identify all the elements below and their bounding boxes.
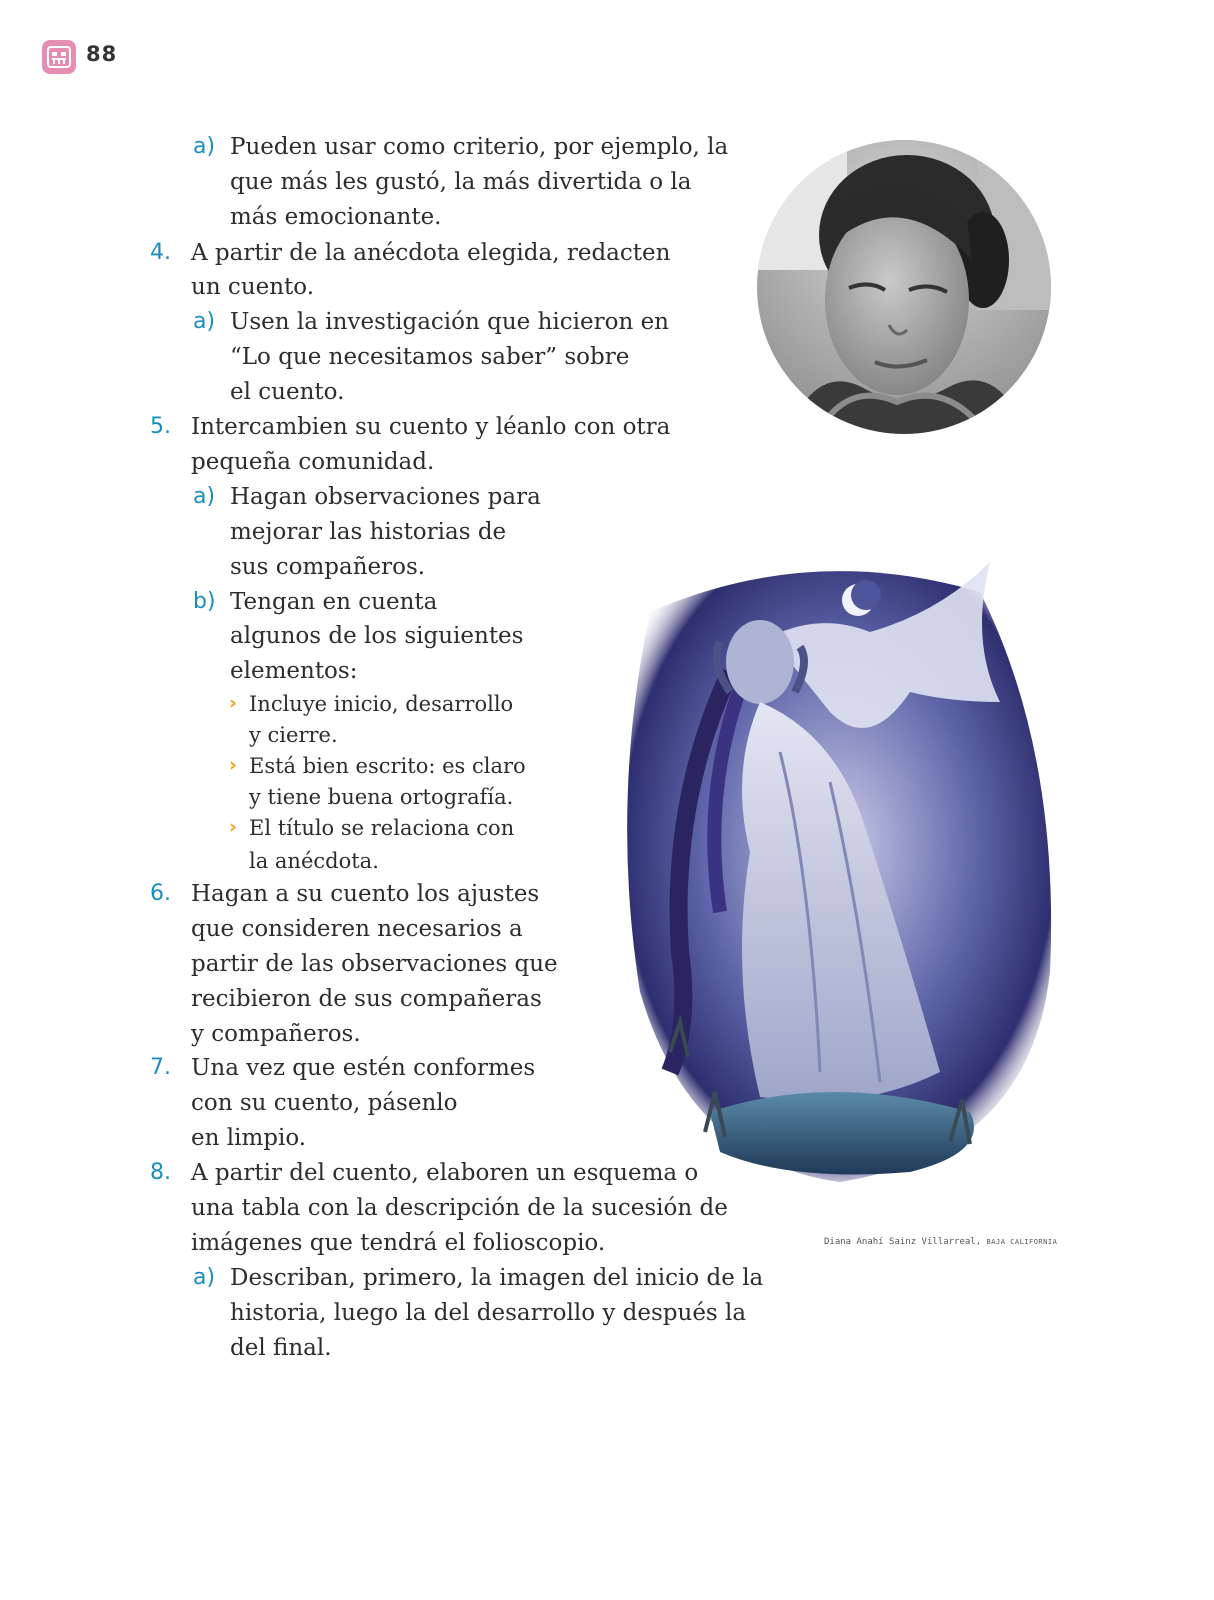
text-line: con su cuento, pásenlo <box>191 1090 458 1116</box>
text-line: Está bien escrito: es claro <box>249 754 526 778</box>
text-line: A partir de la anécdota elegida, redacten <box>191 240 671 266</box>
page-number: 88 <box>86 42 118 66</box>
student-photo <box>757 140 1051 434</box>
text-line: historia, luego la del desarrollo y después la <box>230 1300 747 1326</box>
text-line: “Lo que necesitamos saber” sobre <box>230 344 630 370</box>
text-line: en limpio. <box>191 1125 307 1151</box>
text-line: que más les gustó, la más divertida o la <box>230 169 692 195</box>
text-line: un cuento. <box>191 274 315 300</box>
text-line: sus compañeros. <box>230 554 426 580</box>
text-line: elementos: <box>230 658 358 684</box>
list-marker: a) <box>193 1265 216 1290</box>
text-line: algunos de los siguientes <box>230 623 524 649</box>
bullet-chevron-icon: › <box>229 816 237 838</box>
credit-place: BAJA CALIFORNIA <box>986 1238 1058 1246</box>
text-line: el cuento. <box>230 379 345 405</box>
list-marker: 8. <box>150 1160 171 1185</box>
text-line: A partir del cuento, elaboren un esquema o <box>191 1160 699 1186</box>
list-marker: b) <box>193 589 216 614</box>
text-line: más emocionante. <box>230 204 442 230</box>
text-line: mejorar las historias de <box>230 519 507 545</box>
text-line: del final. <box>230 1335 332 1361</box>
text-line: y cierre. <box>249 723 338 747</box>
list-marker: a) <box>193 484 216 509</box>
text-line: Tengan en cuenta <box>230 589 438 615</box>
glyph-badge-icon <box>42 40 76 74</box>
bullet-chevron-icon: › <box>229 692 237 714</box>
text-line: Incluye inicio, desarrollo <box>249 692 514 716</box>
text-line: Usen la investigación que hicieron en <box>230 309 669 335</box>
credit-name: Diana Anahí Sainz Villarreal, <box>824 1237 982 1247</box>
text-line: que consideren necesarios a <box>191 916 523 942</box>
text-line: la anécdota. <box>249 849 379 873</box>
text-line: El título se relaciona con <box>249 816 515 840</box>
list-marker: 5. <box>150 414 171 439</box>
text-line: y tiene buena ortografía. <box>249 785 514 809</box>
text-line: partir de las observaciones que <box>191 951 558 977</box>
list-marker: a) <box>193 134 216 159</box>
text-line: recibieron de sus compañeras <box>191 986 542 1012</box>
list-marker: a) <box>193 309 216 334</box>
text-line: Hagan observaciones para <box>230 484 541 510</box>
text-line: Describan, primero, la imagen del inicio de la <box>230 1265 764 1291</box>
text-line: Pueden usar como criterio, por ejemplo, la <box>230 134 729 160</box>
text-line: pequeña comunidad. <box>191 449 435 475</box>
text-line: una tabla con la descripción de la sucesión de <box>191 1195 728 1221</box>
text-line: Hagan a su cuento los ajustes <box>191 881 540 907</box>
text-line: y compañeros. <box>191 1021 361 1047</box>
list-marker: 6. <box>150 881 171 906</box>
list-marker: 4. <box>150 240 171 265</box>
illustration-credit <box>824 1237 1057 1247</box>
text-line: Una vez que estén conformes <box>191 1055 536 1081</box>
list-marker: 7. <box>150 1055 171 1080</box>
weeping-woman-illustration <box>610 552 1070 1202</box>
text-line: Intercambien su cuento y léanlo con otra <box>191 414 671 440</box>
bullet-chevron-icon: › <box>229 754 237 776</box>
text-line: imágenes que tendrá el folioscopio. <box>191 1230 606 1256</box>
